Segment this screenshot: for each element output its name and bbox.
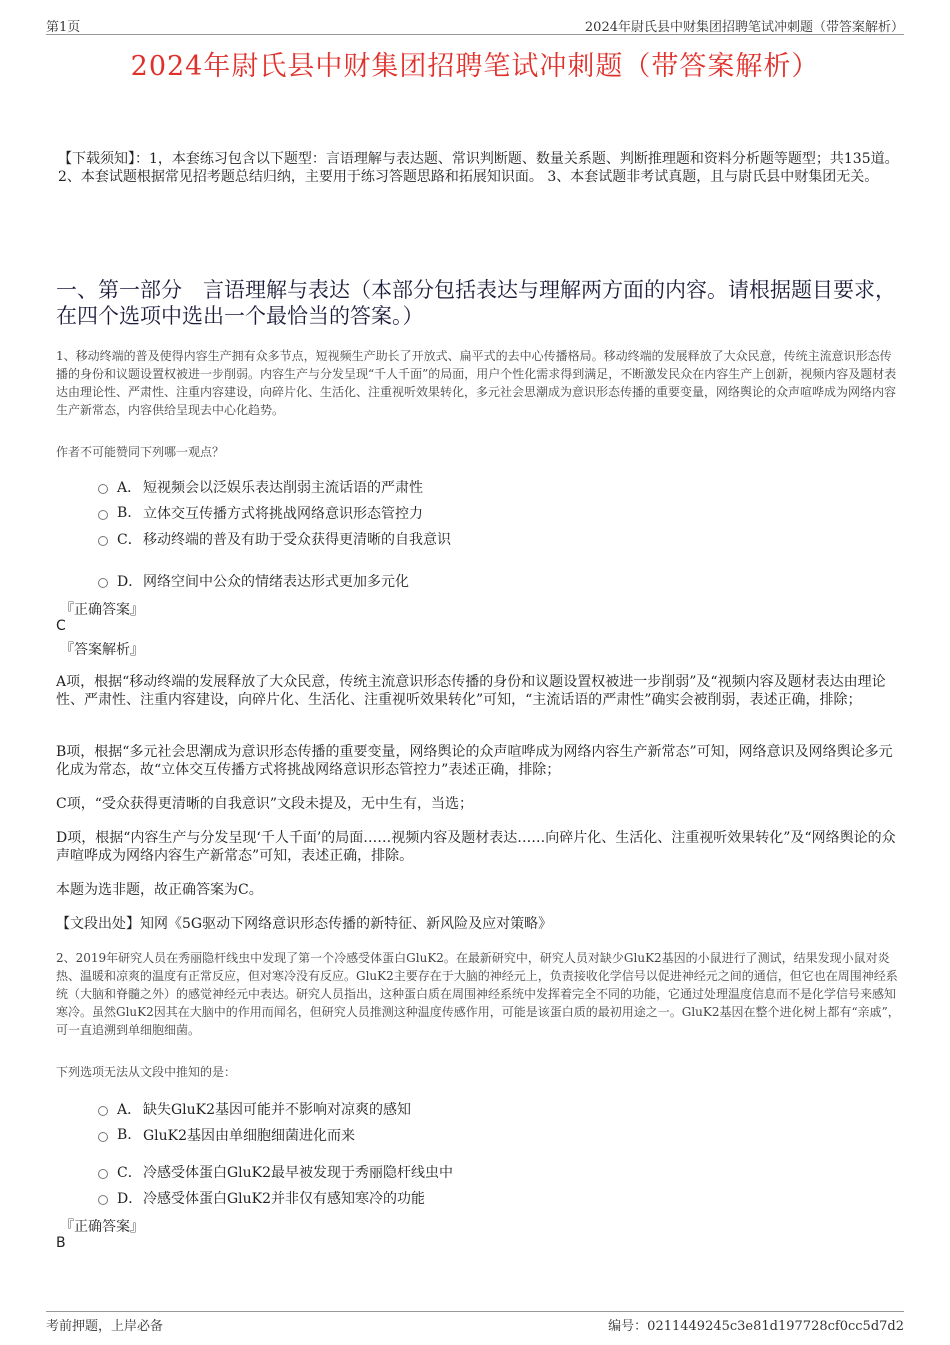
page-number: 第1页 xyxy=(46,20,81,35)
page-footer xyxy=(46,1311,904,1334)
q2-passage: 2、2019年研究人员在秀丽隐杆线虫中发现了第一个冷感受体蛋白GluK2。在最新研究中，研究人员对缺少GluK2基因的小鼠进行了测试，结果发现小鼠对炎热、温暖和凉爽的温度有正常反应，但对寒冷没有反应。GluK2主要存在于大脑的神经元上，负责接收化学信号以促进神经元之间的通信，但它也在周围神经系统（大脑和脊髓之外）的感觉神经元中表达。研究人员指出，这种蛋白质在周围神经系统中发挥着完全不同的功能，它通过处理温度信息而不是化学信号来感知寒冷。虽然GluK2因其在大脑中的作用而闻名，但研究人员推测这种温度传感作用，可能是该蛋白质的最初用途之一。GluK2基因在整个进化树上都有“亲戚”，可一直追溯到单细胞细菌。 xyxy=(56,951,900,1037)
option-text: 网络空间中公众的情绪表达形式更加多元化 xyxy=(143,574,409,590)
radio-icon[interactable] xyxy=(98,1195,108,1205)
option-key: B. xyxy=(117,505,132,521)
q2-question: 下列选项无法从文段中推知的是： xyxy=(56,1065,237,1079)
q2-option-d[interactable] xyxy=(98,1188,425,1208)
section-title: 一、第一部分 言语理解与表达（本部分包括表达与理解两方面的内容。请根据题目要求，在四个选项中选出一个最恰当的答案。） xyxy=(56,278,896,328)
q1-option-c[interactable] xyxy=(98,529,451,549)
option-text: GluK2基因由单细胞细菌进化而来 xyxy=(143,1128,356,1144)
radio-icon[interactable] xyxy=(98,1132,108,1142)
radio-icon[interactable] xyxy=(98,1169,108,1179)
q1-analysis-a: A项，根据“移动终端的发展释放了大众民意，传统主流意识形态传播的身份和议题设置权被进一步削弱”及“视频内容及题材表达由理论性、严肃性、注重内容建设，向碎片化、生活化、注重视听效果转化”可知，“主流话语的严肃性”确实会被削弱，表述正确，排除； xyxy=(56,674,886,708)
footer-slogan: 考前押题，上岸必备 xyxy=(46,1319,164,1334)
q2-option-b[interactable] xyxy=(98,1125,355,1145)
document-title: 2024年尉氏县中财集团招聘笔试冲刺题（带答案解析） xyxy=(130,51,820,82)
q1-question: 作者不可能赞同下列哪一观点？ xyxy=(56,445,225,459)
radio-icon[interactable] xyxy=(98,1106,108,1116)
q1-source: 【文段出处】知网《5G驱动下网络意识形态传播的新特征、新风险及应对策略》 xyxy=(56,916,553,932)
q1-analysis-conclusion: 本题为选非题，故正确答案为C。 xyxy=(56,882,263,898)
option-key: C． xyxy=(117,1165,142,1181)
option-text: 移动终端的普及有助于受众获得更清晰的自我意识 xyxy=(143,532,451,548)
option-text: 冷感受体蛋白GluK2并非仅有感知寒冷的功能 xyxy=(143,1191,426,1207)
radio-icon[interactable] xyxy=(98,510,108,520)
option-text: 短视频会以泛娱乐表达削弱主流话语的严肃性 xyxy=(143,480,423,496)
q1-passage: 1、移动终端的普及使得内容生产拥有众多节点，短视频生产助长了开放式、扁平式的去中心传播格局。移动终端的发展释放了大众民意，传统主流意识形态传播的身份和议题设置权被进一步削弱。内容生产与分发呈现“千人千面”的局面，用户个性化需求得到满足，不断激发民众在内容生产上创新，视频内容及题材表达由理论性、严肃性、注重内容建设，向碎片化、生活化、注重视听效果转化，多元社会思潮成为意识形态传播的重要变量，网络舆论的众声喧哗成为网络内容生产新常态，内容供给呈现去中心化趋势。 xyxy=(56,349,897,417)
option-key: B. xyxy=(117,1127,132,1143)
radio-icon[interactable] xyxy=(98,536,108,546)
option-key: D． xyxy=(117,1191,143,1207)
radio-icon[interactable] xyxy=(98,484,108,494)
option-key: A． xyxy=(117,480,142,496)
q1-analysis-c: C项，“受众获得更清晰的自我意识”文段未提及，无中生有，当选； xyxy=(56,796,474,812)
q1-analysis-label: 『答案解析』 xyxy=(60,642,144,658)
q1-option-b[interactable] xyxy=(98,503,423,523)
q1-answer-label: 『正确答案』 xyxy=(60,602,144,618)
q1-analysis-b: B项，根据“多元社会思潮成为意识形态传播的重要变量，网络舆论的众声喧哗成为网络内容生产新常态”可知，网络意识及网络舆论多元化成为常态，故“立体交互传播方式将挑战网络意识形态管控力”表述正确，排除； xyxy=(56,744,893,778)
option-key: A． xyxy=(117,1102,142,1118)
q1-option-a[interactable] xyxy=(98,477,423,497)
option-text: 立体交互传播方式将挑战网络意识形态管控力 xyxy=(143,506,423,522)
page-header xyxy=(46,14,904,35)
q1-answer: C xyxy=(56,618,66,634)
option-text: 缺失GluK2基因可能并不影响对凉爽的感知 xyxy=(143,1102,412,1118)
q1-option-d[interactable] xyxy=(98,571,409,591)
radio-icon[interactable] xyxy=(98,578,108,588)
q1-analysis-d: D项，根据“内容生产与分发呈现‘千人千面’的局面……视频内容及题材表达……向碎片化、生活化、注重视听效果转化”及“网络舆论的众声喧哗成为网络内容生产新常态”可知，表述正确，排除。 xyxy=(56,830,896,864)
q2-answer-label: 『正确答案』 xyxy=(60,1219,144,1235)
q2-option-c[interactable] xyxy=(98,1162,453,1182)
header-doc-title: 2024年尉氏县中财集团招聘笔试冲刺题（带答案解析） xyxy=(584,20,904,35)
option-key: D． xyxy=(117,574,143,590)
q2-option-a[interactable] xyxy=(98,1099,411,1119)
option-key: C． xyxy=(117,532,142,548)
footer-doc-id: 编号：0211449245c3e81d197728cf0cc5d7d2 xyxy=(608,1319,904,1334)
download-notice: 【下载须知】：1，本套练习包含以下题型：言语理解与表达题、常识判断题、数量关系题、判断推理题和资料分析题等题型；共135道。 2、本套试题根据常见招考题总结归纳，主要用于练习答题思路和拓展知识面。 3、本套试题非考试真题，且与尉氏县中财集团无关。 xyxy=(58,151,899,185)
q2-answer: B xyxy=(56,1235,66,1251)
option-text: 冷感受体蛋白GluK2最早被发现于秀丽隐杆线虫中 xyxy=(143,1165,454,1181)
